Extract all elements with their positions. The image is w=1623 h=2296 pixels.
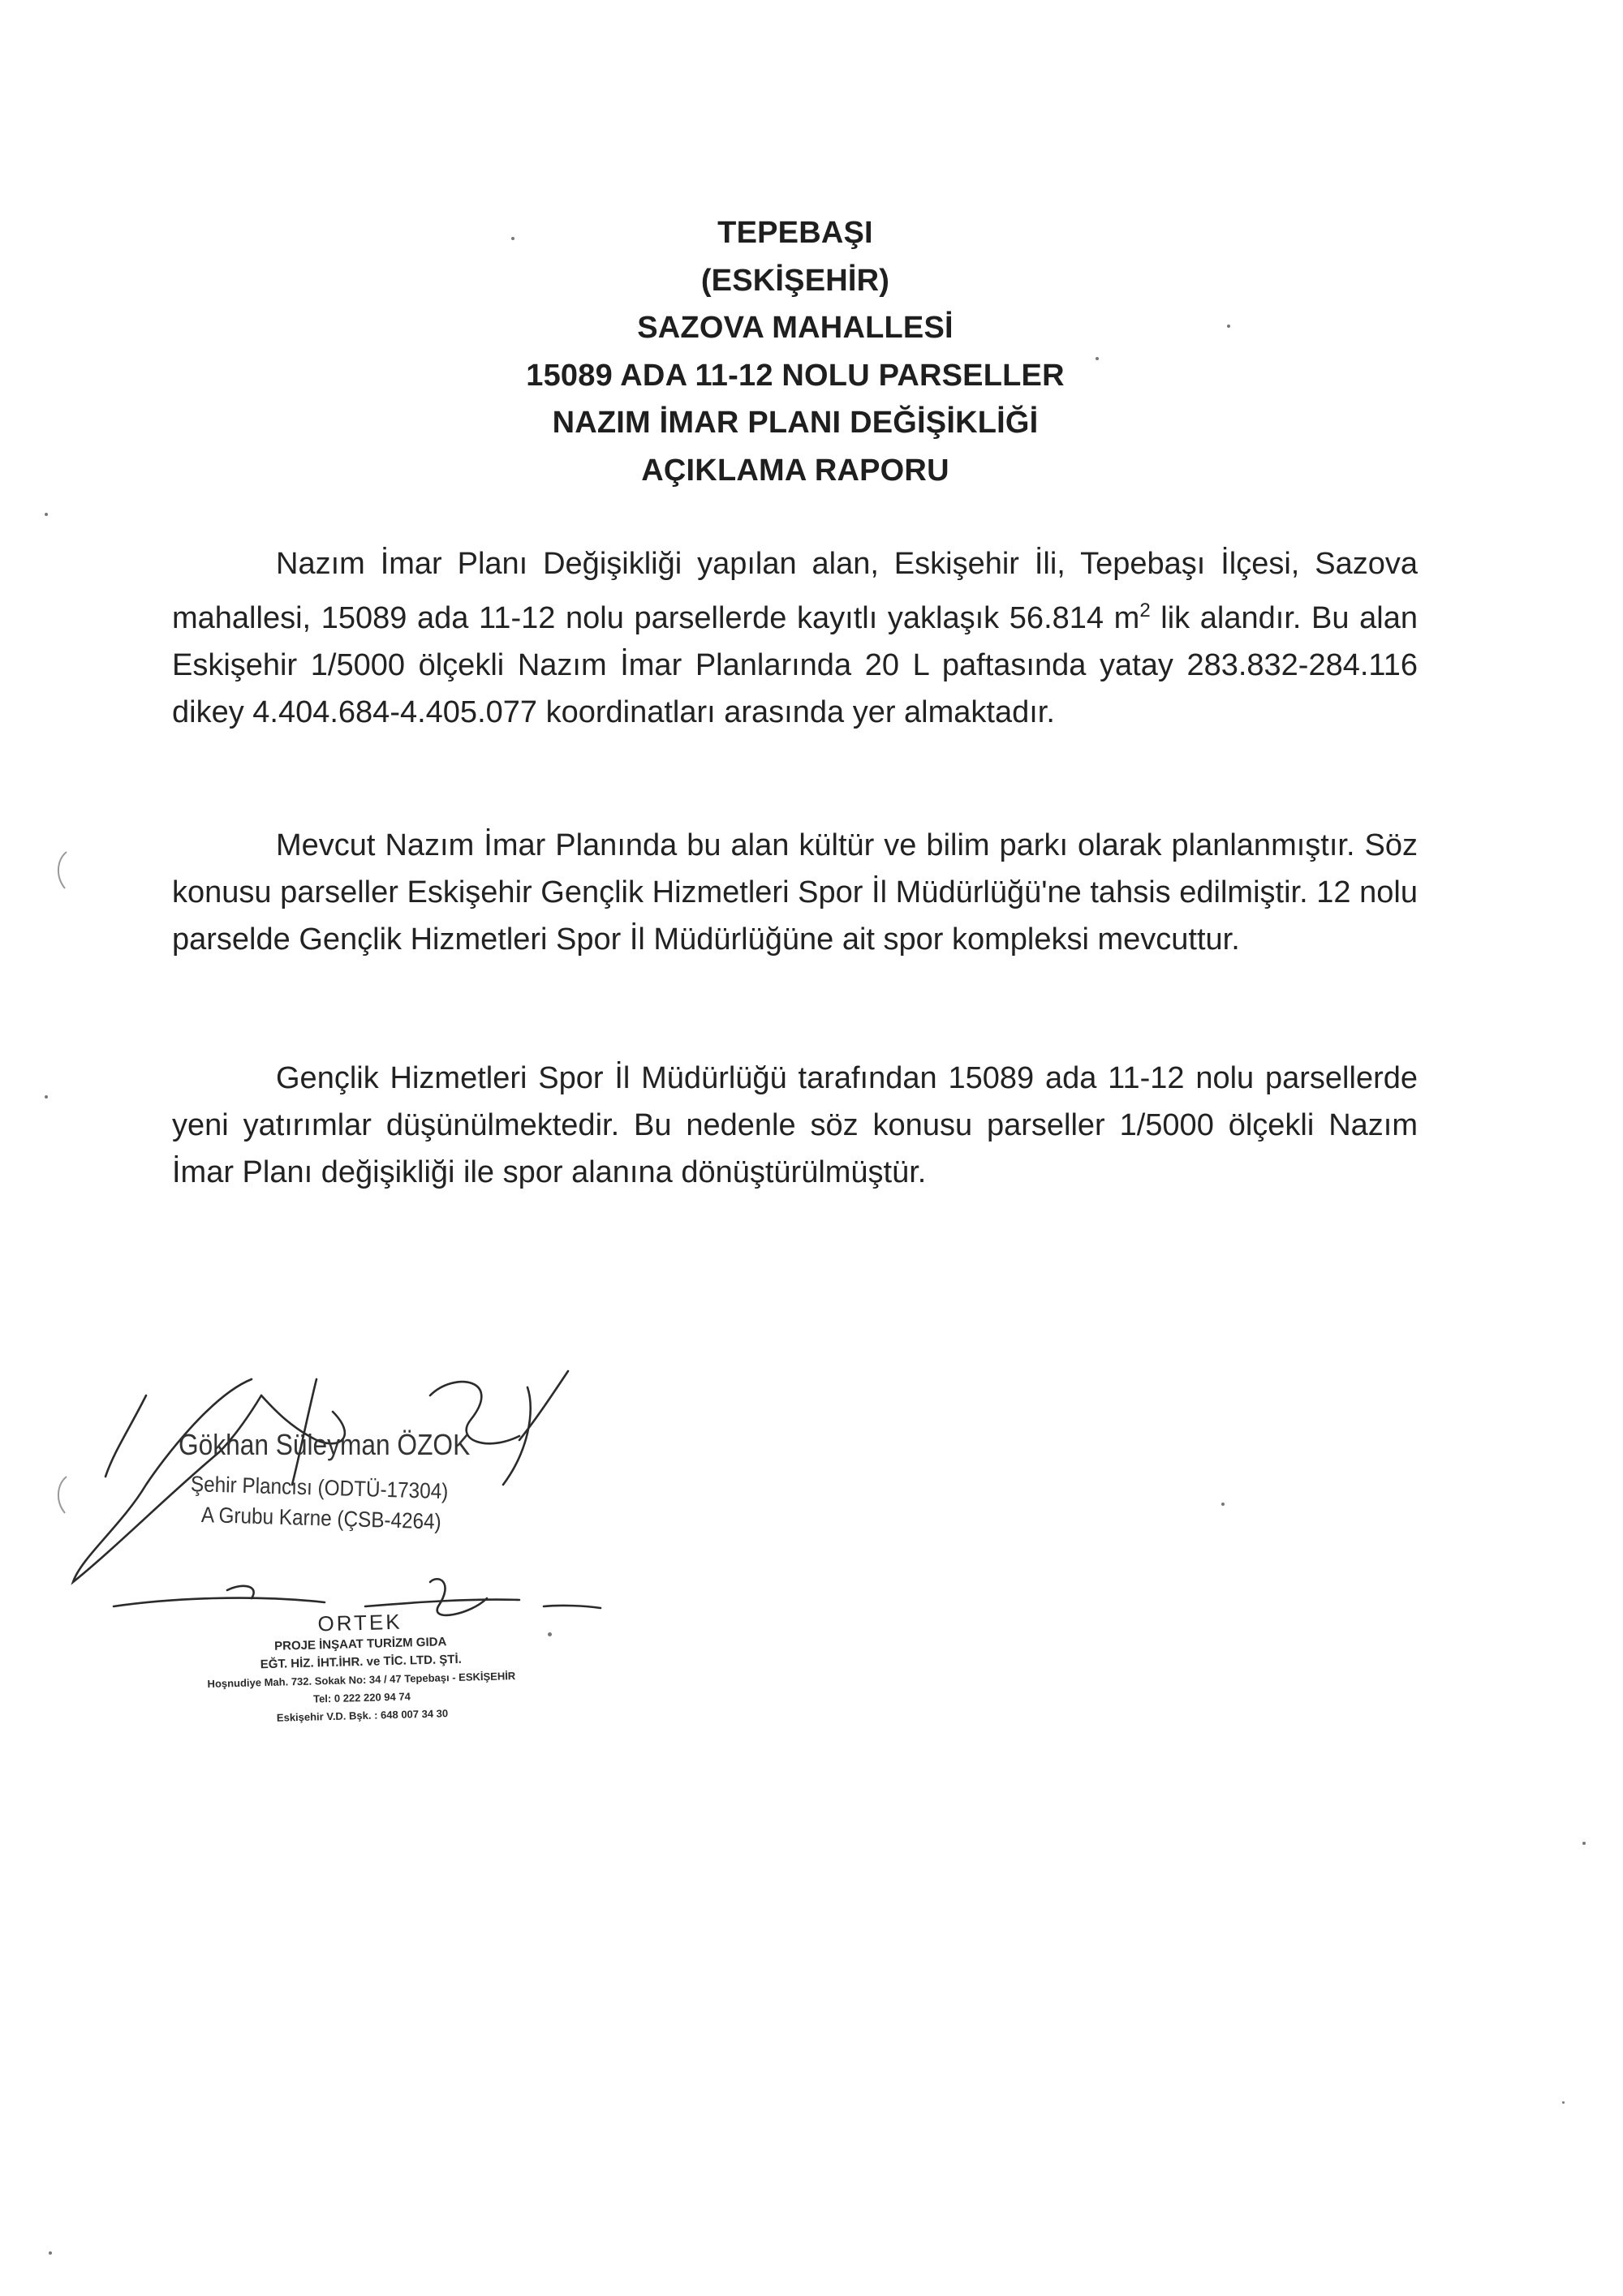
scan-speck (45, 1095, 48, 1099)
signer-title: Şehir Plancısı (ODTÜ-17304) (190, 1472, 449, 1504)
title-report: AÇIKLAMA RAPORU (641, 453, 949, 488)
scan-speck (45, 513, 48, 516)
scan-speck (1096, 357, 1099, 360)
stamp-line: PROJE İNŞAAT TURİZM GIDA (273, 1635, 447, 1653)
company-stamp (165, 1606, 558, 1731)
stamp-company-name: ORTEK (317, 1609, 403, 1636)
signer-license: A Grubu Karne (ÇSB-4264) (200, 1503, 442, 1534)
paragraph-location-text-b: lik alandır. Bu alan Eskişehir 1/5000 ölçekli Nazım İmar Planlarında 20 L paftasında yatay 283.832-284.116 dikey 4.404.684-4.405.077 koordinatları arasında yer almaktadır. (172, 601, 1418, 729)
scan-mark (50, 1473, 75, 1521)
title-neighborhood: SAZOVA MAHALLESİ (637, 311, 954, 345)
signer-name: Gökhan Süleyman ÖZOK (179, 1428, 471, 1461)
scan-speck (1227, 325, 1230, 328)
paragraph-location (172, 540, 1418, 736)
stamp-tax-office: Eskişehir V.D. Bşk. : 648 007 34 30 (276, 1707, 449, 1724)
scan-speck (49, 2251, 52, 2255)
report-title (0, 209, 1591, 494)
paragraph-change-reason-text: Gençlik Hizmetleri Spor İl Müdürlüğü tarafından 15089 ada 11-12 nolu parsellerde yeni yatırımlar düşünülmektedir. Bu nedenle söz konusu parseller 1/5000 ölçekli Nazım İmar Planı değişikliği ile spor alanına dönüştürülmüştür. (172, 1061, 1418, 1189)
scan-speck (511, 237, 514, 240)
scan-mark (50, 848, 75, 896)
stamp-line: EĞT. HİZ. İHT.İHR. ve TİC. LTD. ŞTİ. (260, 1652, 463, 1672)
paragraph-change-reason (172, 1055, 1418, 1196)
paragraph-location-text-a: Nazım İmar Planı Değişikliği yapılan alan, Eskişehir İli, Tepebaşı İlçesi, Sazova mahallesi, 15089 ada 11-12 nolu parsellerde kayıtlı yaklaşık 56.814 m (172, 547, 1418, 635)
scan-speck (1221, 1503, 1225, 1506)
paragraph-current-plan-text: Mevcut Nazım İmar Planında bu alan kültür ve bilim parkı olarak planlanmıştır. Söz konusu parseller Eskişehir Gençlik Hizmetleri Spor İl Müdürlüğü'ne tahsis edilmiştir. 12 nolu parselde Gençlik Hizmetleri Spor İl Müdürlüğüne ait spor kompleksi mevcuttur. (172, 828, 1418, 957)
superscript-two: 2 (1139, 600, 1151, 621)
scan-speck (1562, 2101, 1565, 2104)
paragraph-current-plan (172, 822, 1418, 963)
scan-speck (1582, 1842, 1586, 1845)
title-province: (ESKİŞEHİR) (700, 263, 890, 298)
stamp-phone: Tel: 0 222 220 94 74 (312, 1690, 411, 1705)
title-plan-change: NAZIM İMAR PLANI DEĞİŞİKLİĞİ (552, 406, 1039, 440)
scan-speck (548, 1632, 552, 1636)
stamp-address: Hoşnudiye Mah. 732. Sokak No: 34 / 47 Tepebaşı - ESKİŞEHİR (207, 1670, 516, 1690)
title-district: TEPEBAŞI (717, 216, 873, 250)
title-parcels: 15089 ADA 11-12 NOLU PARSELLER (526, 358, 1065, 393)
